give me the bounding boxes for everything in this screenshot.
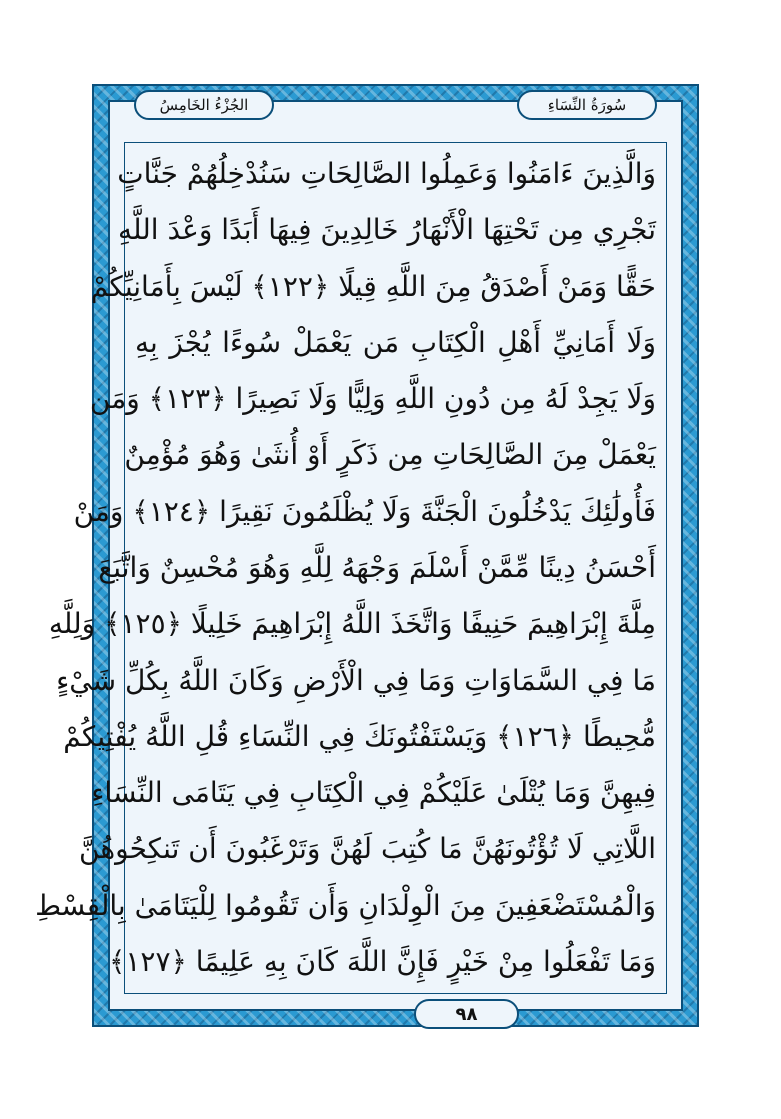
verse-line-11: مُّحِيطًا ﴿١٢٦﴾ وَيَسْتَفْتُونَكَ فِي النِّسَاءِ قُلِ اللَّهُ يُفْتِيكُمْ <box>63 719 656 753</box>
verse-line-9: مِلَّةَ إِبْرَاهِيمَ حَنِيفًا وَاتَّخَذَ اللَّهُ إِبْرَاهِيمَ خَلِيلًا ﴿١٢٥﴾ وَلِلَّهِ <box>48 607 656 641</box>
verse-line-5: وَلَا يَجِدْ لَهُ مِن دُونِ اللَّهِ وَلِيًّا وَلَا نَصِيرًا ﴿١٢٣﴾ وَمَن <box>89 382 656 416</box>
surah-label: سُورَةُ النِّسَاءِ <box>517 90 657 120</box>
page-number: ٩٨ <box>414 999 519 1029</box>
verse-line-15: وَمَا تَفْعَلُوا مِنْ خَيْرٍ فَإِنَّ اللَّهَ كَانَ بِهِ عَلِيمًا ﴿١٢٧﴾ <box>108 944 656 978</box>
verse-line-2: تَجْرِي مِن تَحْتِهَا الْأَنْهَارُ خَالِدِينَ فِيهَا أَبَدًا وَعْدَ اللَّهِ <box>117 213 656 247</box>
verse-line-8: أَحْسَنُ دِينًا مِّمَّنْ أَسْلَمَ وَجْهَهُ لِلَّهِ وَهُوَ مُحْسِنٌ وَاتَّبَعَ <box>98 550 656 584</box>
verse-line-4: وَلَا أَمَانِيِّ أَهْلِ الْكِتَابِ مَن يَعْمَلْ سُوءًا يُجْزَ بِهِ <box>135 325 656 359</box>
verse-line-7: فَأُولَٰئِكَ يَدْخُلُونَ الْجَنَّةَ وَلَا يُظْلَمُونَ نَقِيرًا ﴿١٢٤﴾ وَمَنْ <box>73 494 656 528</box>
juz-label: الجُزْءُ الخَامِسُ <box>134 90 274 120</box>
verse-lines <box>35 147 656 989</box>
verse-line-6: يَعْمَلْ مِنَ الصَّالِحَاتِ مِن ذَكَرٍ أَوْ أُنثَىٰ وَهُوَ مُؤْمِنٌ <box>124 438 656 472</box>
verse-line-13: اللَّاتِي لَا تُؤْتُونَهُنَّ مَا كُتِبَ لَهُنَّ وَتَرْغَبُونَ أَن تَنكِحُوهُنَّ <box>79 832 656 866</box>
verse-line-10: مَا فِي السَّمَاوَاتِ وَمَا فِي الْأَرْضِ وَكَانَ اللَّهُ بِكُلِّ شَيْءٍ <box>56 663 656 697</box>
verse-line-14: وَالْمُسْتَضْعَفِينَ مِنَ الْوِلْدَانِ وَأَن تَقُومُوا لِلْيَتَامَىٰ بِالْقِسْطِ <box>35 888 656 922</box>
verse-line-1: وَالَّذِينَ ءَامَنُوا وَعَمِلُوا الصَّالِحَاتِ سَنُدْخِلُهُمْ جَنَّاتٍ <box>117 157 656 190</box>
verse-text-panel <box>35 142 667 994</box>
verse-line-12: فِيهِنَّ وَمَا يُتْلَىٰ عَلَيْكُمْ فِي الْكِتَابِ فِي يَتَامَى النِّسَاءِ <box>91 776 656 810</box>
verse-line-3: حَقًّا وَمَنْ أَصْدَقُ مِنَ اللَّهِ قِيلًا ﴿١٢٢﴾ لَيْسَ بِأَمَانِيِّكُمْ <box>90 269 656 303</box>
